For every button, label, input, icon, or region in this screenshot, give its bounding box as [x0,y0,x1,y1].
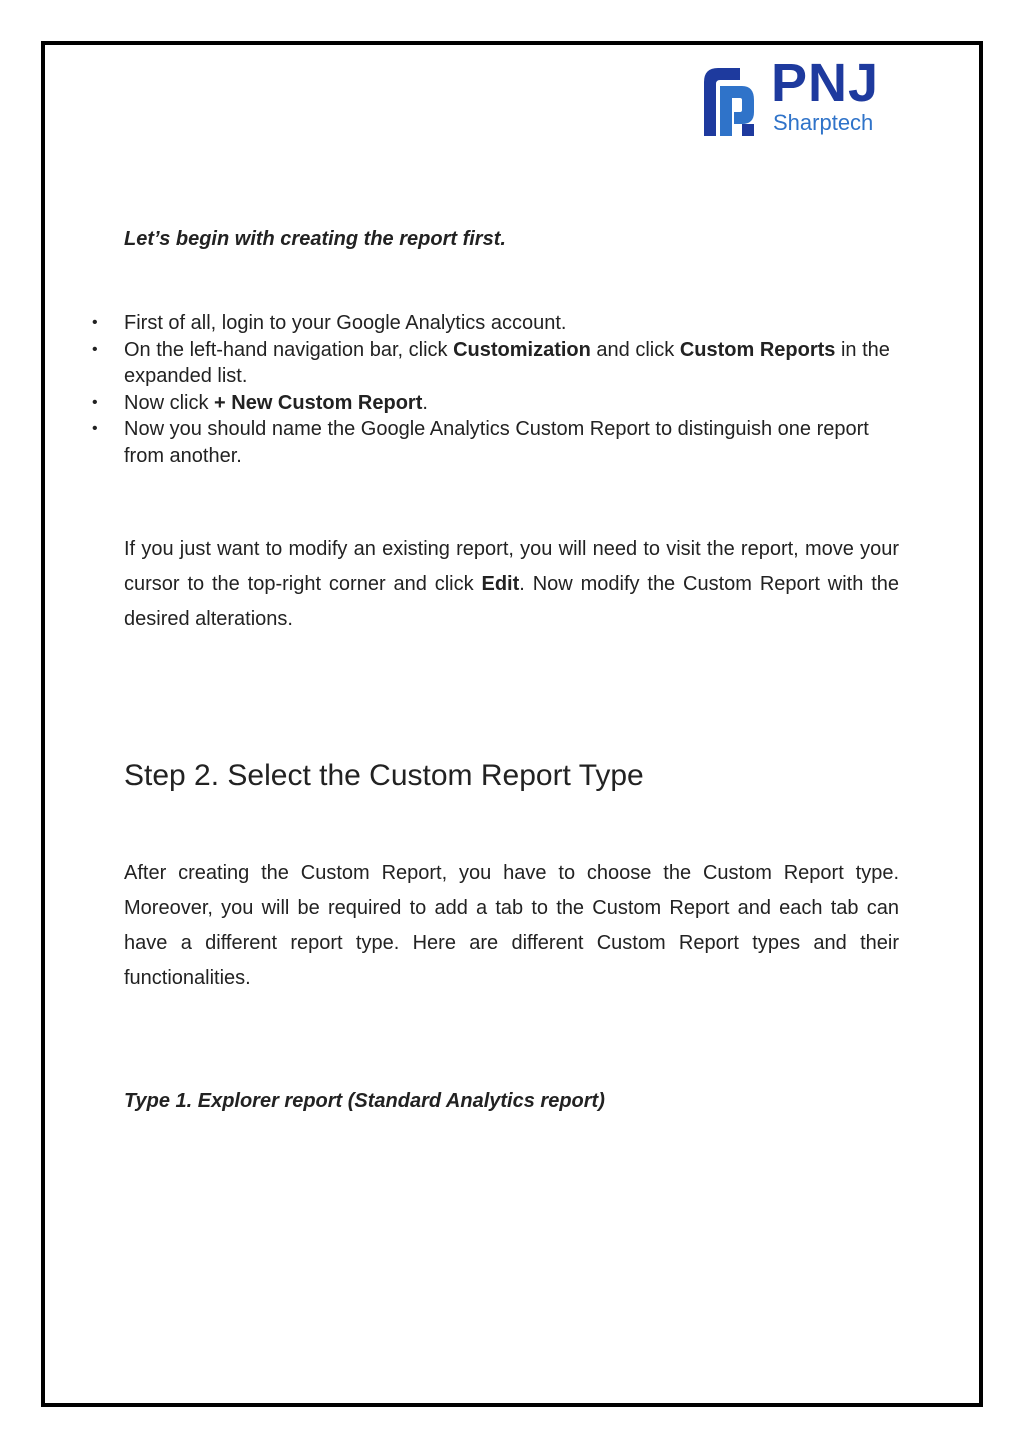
list-item-text: First of all, login to your Google Analytics account. [124,312,567,334]
list-item-text: and click [590,338,680,361]
list-item-text: Now you should name the Google Analytics Custom Report to distinguish one report from another. [124,418,869,467]
logo-brand-text: PNJ [771,53,880,113]
pnj-logo-icon [700,62,758,140]
list-item-bold: + New Custom Report [214,391,423,414]
list-item-bold: Customization [453,338,591,361]
pnj-sharptech-logo [700,53,900,142]
paragraph-text: If you just want to modify an existing report, you will need to visit the report, move your cursor to the top-right corner and click [124,538,899,595]
list-item [124,390,899,417]
list-item-text: Now click [124,391,215,414]
paragraph-text: . Now modify the Custom Report with the desired alterations. [124,573,899,630]
list-item-text: in the expanded list. [124,338,890,388]
modify-report-paragraph [124,532,899,637]
list-item [124,310,899,337]
list-item-text: On the left-hand navigation bar, click [124,338,454,361]
step2-paragraph: After creating the Custom Report, you have to choose the Custom Report type. Moreover, you will be required to add a tab to the Custom Report and each tab can have a different report type. Here are different Custom Report types and their functionalities. [124,862,899,989]
steps-list [124,310,899,470]
step2-heading: Step 2. Select the Custom Report Type [124,759,644,792]
list-item [124,337,899,390]
type1-heading: Type 1. Explorer report (Standard Analytics report) [124,1090,605,1112]
list-item [124,416,899,469]
logo-subtitle-text: Sharptech [773,110,874,135]
intro-text: Let’s begin with creating the report first. [124,228,506,250]
list-item-text: . [422,391,428,414]
list-item-bold: Custom Reports [679,338,836,361]
edit-bold-text: Edit [481,573,520,595]
